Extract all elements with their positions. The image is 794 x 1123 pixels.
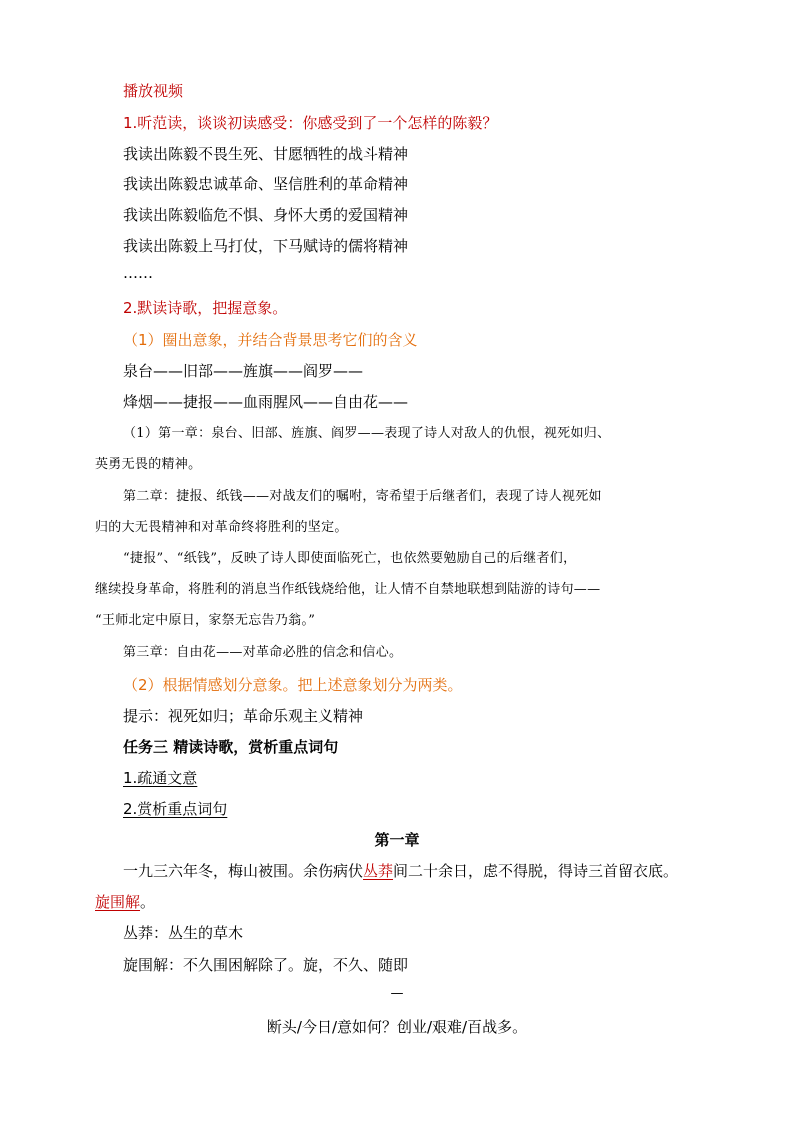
answer-line-3: 我读出陈毅临危不惧、身怀大勇的爱国精神 bbox=[123, 206, 409, 224]
gloss-xuanweijie: 旋围解：不久围困解除了。旋，不久、随即 bbox=[123, 956, 409, 974]
subtask-1: （1）圈出意象，并结合背景思考它们的含义 bbox=[123, 331, 418, 349]
preface-line bbox=[123, 861, 678, 881]
answer-line-2: 我读出陈毅忠诚革命、坚信胜利的革命精神 bbox=[123, 175, 409, 193]
quote-analysis-poem: “王师北定中原日，家祭无忘告乃翁。” bbox=[95, 613, 316, 628]
chapter2-analysis: 第二章：捷报、纸钱——对战友们的嘱咐，寄希望于后继者们，表现了诗人视死如 bbox=[123, 489, 602, 504]
term-congmang: 丛莽 bbox=[363, 862, 394, 880]
answer-line-1: 我读出陈毅不畏生死、甘愿牺牲的战斗精神 bbox=[123, 145, 409, 163]
preface-line-cont bbox=[95, 892, 155, 912]
dash-mark: — bbox=[390, 986, 404, 1001]
question-2: 2.默读诗歌，把握意象。 bbox=[123, 299, 288, 317]
chapter1-analysis: （1）第一章：泉台、旧部、旌旗、阎罗——表现了诗人对敌人的仇恨，视死如归、 bbox=[123, 426, 611, 441]
ellipsis: …… bbox=[123, 264, 153, 282]
preface-end: 。 bbox=[140, 893, 156, 911]
term-xuanweijie: 旋围解 bbox=[95, 893, 141, 911]
chapter3-analysis: 第三章：自由花——对革命必胜的信念和信心。 bbox=[123, 645, 403, 660]
preface-text-a: 一九三六年冬，梅山被围。余伤病伏 bbox=[123, 862, 364, 880]
gloss-congmang: 丛莽：丛生的草木 bbox=[123, 924, 244, 942]
hint-line: 提示：视死如归；革命乐观主义精神 bbox=[123, 707, 364, 725]
quote-analysis-cont: 继续投身革命，将胜利的消息当作纸钱烧给他，让人情不自禁地联想到陆游的诗句—— bbox=[95, 582, 601, 597]
image-list-1: 泉台——旧部——旌旗——阎罗—— bbox=[123, 362, 364, 380]
play-video-line: 播放视频 bbox=[123, 82, 184, 100]
quote-analysis: “捷报”、“纸钱”，反映了诗人即使面临死亡，也依然要勉励自己的后继者们， bbox=[123, 551, 577, 566]
chapter-one-title: 第一章 bbox=[374, 831, 420, 849]
preface-text-c: 间二十余日，虑不得脱，得诗三首留衣底。 bbox=[393, 862, 679, 880]
image-list-2: 烽烟——捷报——血雨腥风——自由花—— bbox=[123, 393, 409, 411]
step-2: 2.赏析重点词句 bbox=[123, 800, 228, 818]
chapter1-analysis-cont: 英勇无畏的精神。 bbox=[95, 457, 202, 472]
step-1: 1.疏通文意 bbox=[123, 769, 198, 787]
poem-line-1: 断头/今日/意如何？创业/艰难/百战多。 bbox=[266, 1018, 528, 1036]
task-three-heading: 任务三 精读诗歌，赏析重点词句 bbox=[123, 738, 339, 756]
answer-line-4: 我读出陈毅上马打仗，下马赋诗的儒将精神 bbox=[123, 237, 409, 255]
subtask-2: （2）根据情感划分意象。把上述意象划分为两类。 bbox=[123, 676, 463, 694]
question-1: 1.听范读，谈谈初读感受：你感受到了一个怎样的陈毅？ bbox=[123, 114, 498, 132]
chapter2-analysis-cont: 归的大无畏精神和对革命终将胜利的坚定。 bbox=[95, 520, 348, 535]
